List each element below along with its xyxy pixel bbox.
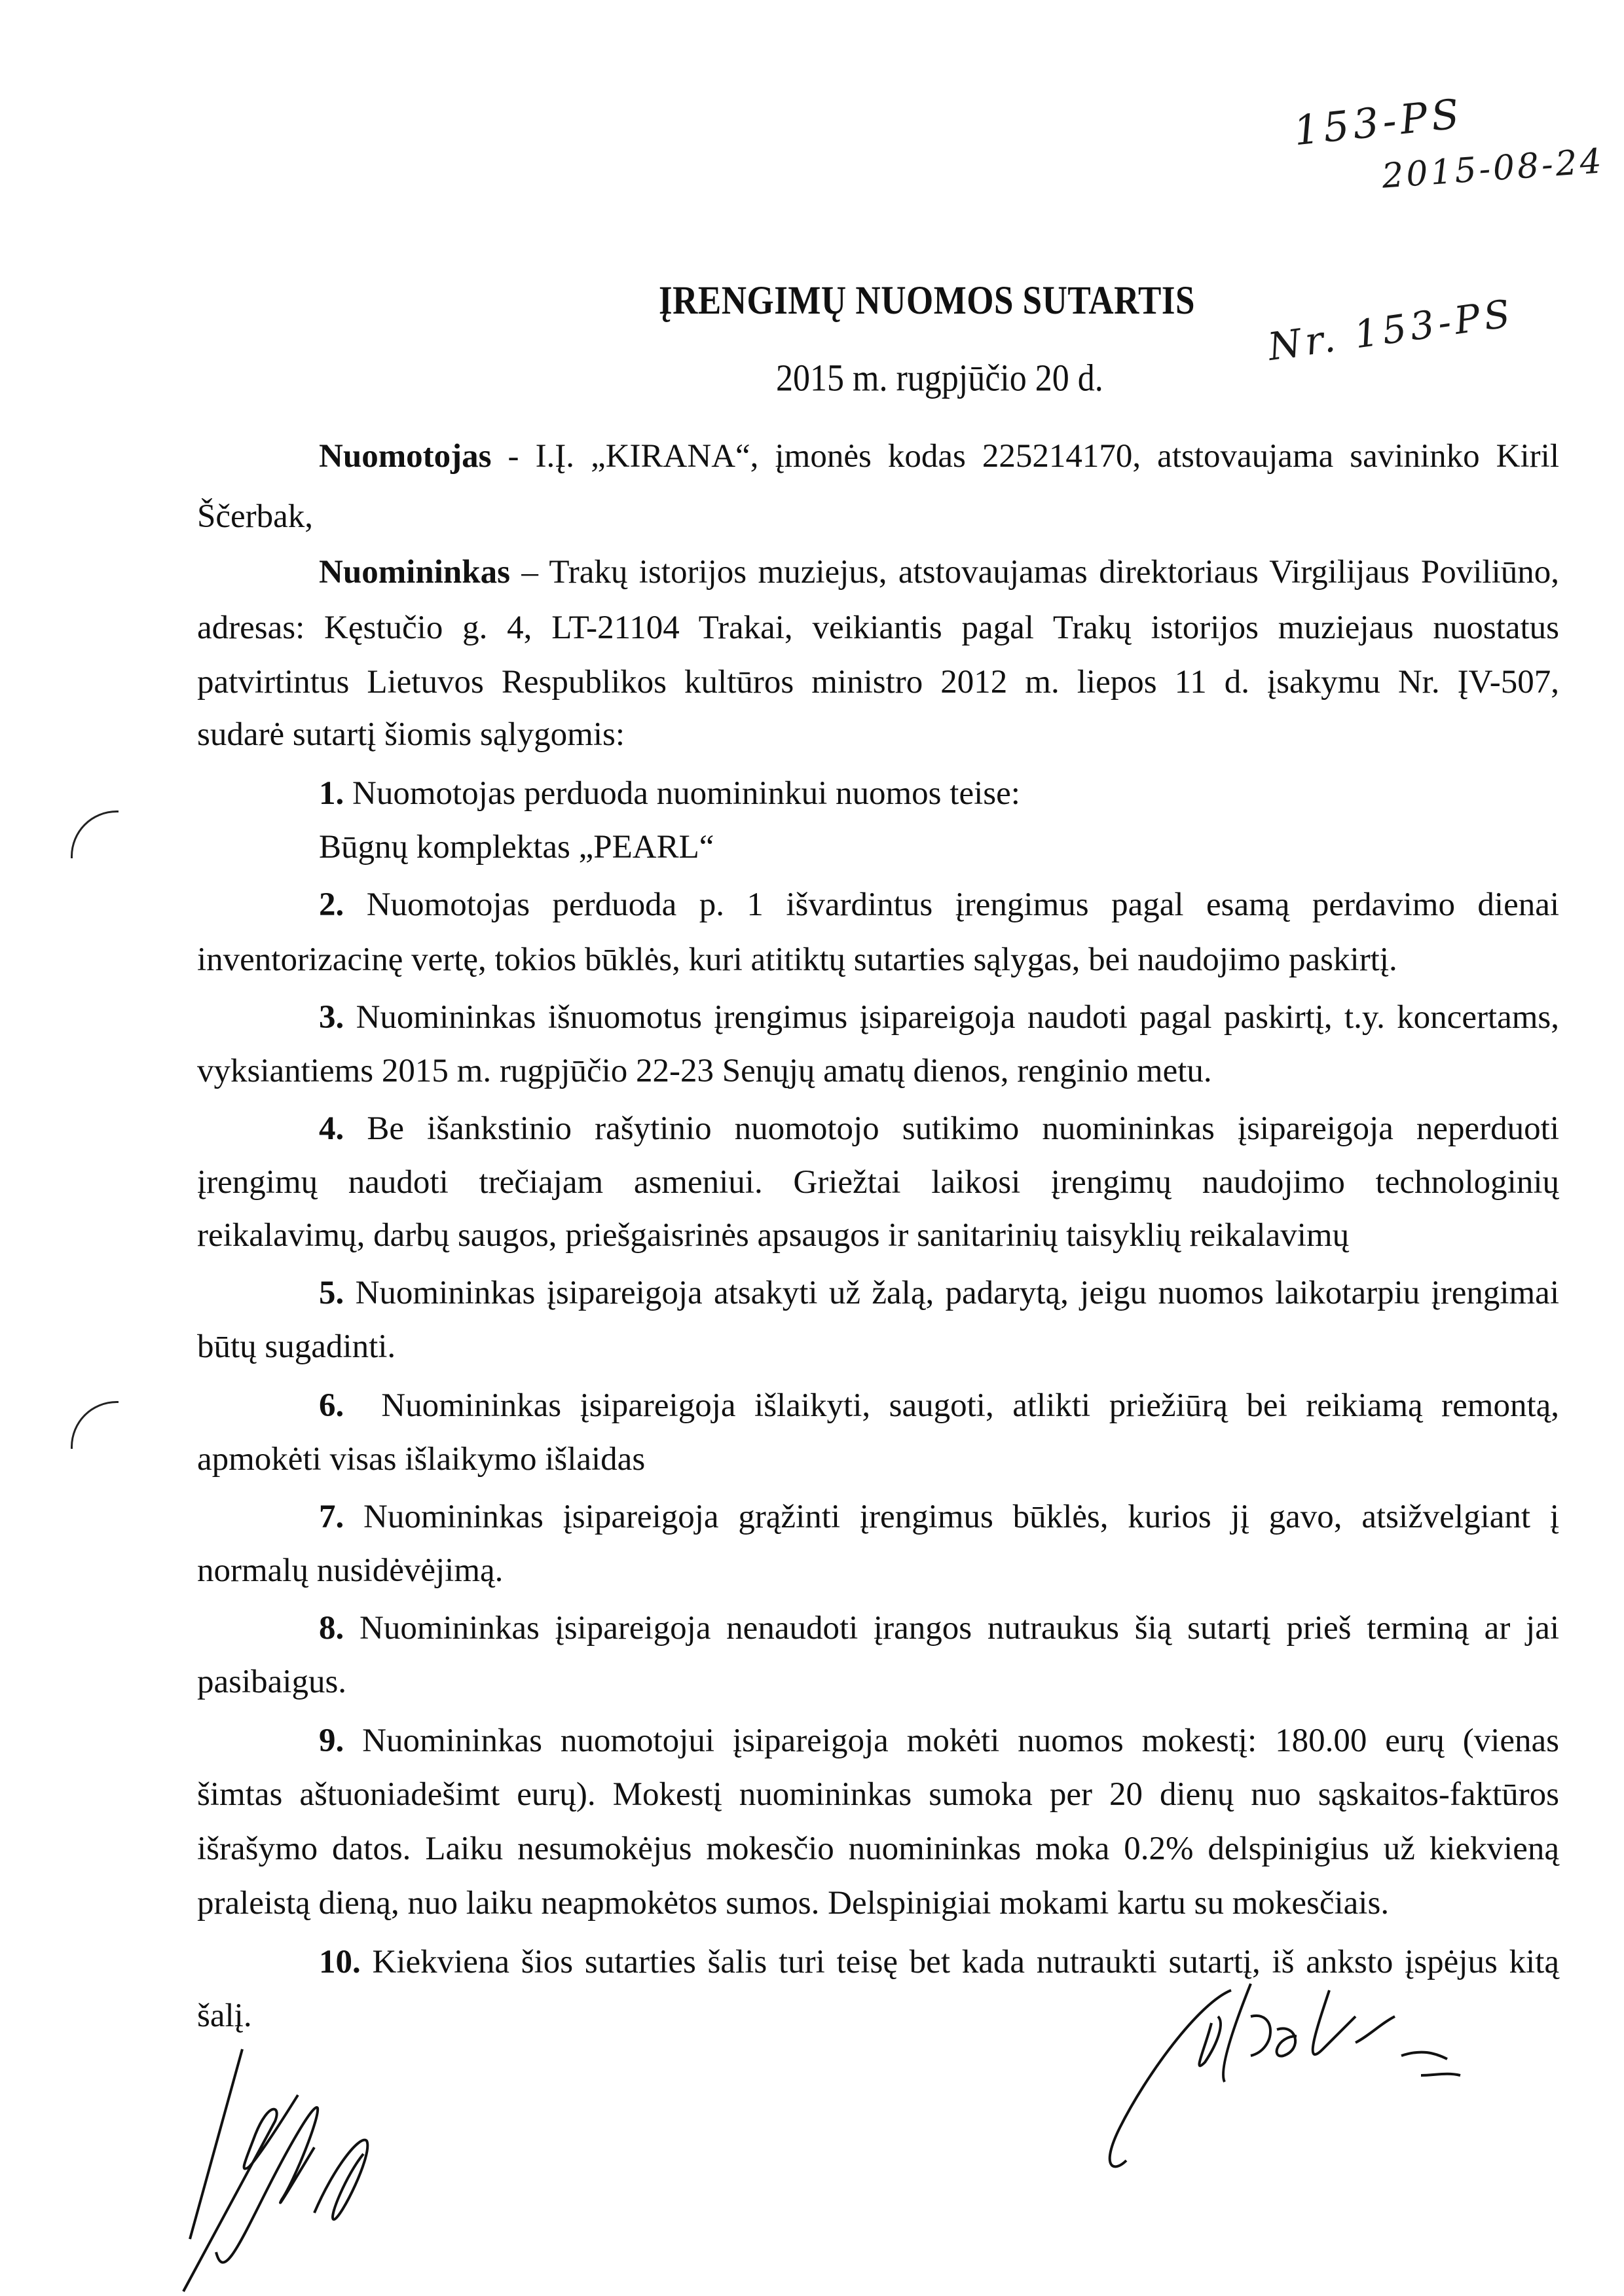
clause-4-line-3: reikalavimų, darbų saugos, priešgaisrinės apsaugos ir sanitarinių taisyklių reikalavimų [197, 1217, 1350, 1254]
clause-1: 1. Nuomotojas perduoda nuomininkui nuomos teise: [319, 775, 1020, 812]
lessor-line-1: Nuomotojas - I.Į. „KIRANA“, įmonės kodas 225214170, atstovaujama savininko Kiril [319, 438, 1559, 475]
lessee-label: Nuomininkas [319, 554, 510, 591]
clause-9-line-3: išrašymo datos. Laiku nesumokėjus mokesčio nuomininkas moka 0.2% delspinigius už kiekvieną [197, 1831, 1559, 1867]
clause-10: 10. Kiekviena šios sutarties šalis turi teisę bet kada nutraukti sutartį, iš anksto įspėjus kitą [319, 1944, 1559, 1980]
clause-7-line-2: normalų nusidėvėjimą. [197, 1552, 504, 1589]
lessee-line-4: sudarė sutartį šiomis sąlygomis: [197, 716, 625, 753]
clause-8-line-2: pasibaigus. [197, 1664, 347, 1700]
clause-2: 2. Nuomotojas perduoda p. 1 išvardintus įrengimus pagal esamą perdavimo dienai [319, 886, 1560, 923]
lessee-line-1: Nuomininkas – Trakų istorijos muziejus, atstovaujamas direktoriaus Virgilijaus Poviliūno, [319, 554, 1559, 591]
clause-4: 4. Be išankstinio rašytinio nuomotojo sutikimo nuomininkas įsipareigoja neperduoti [319, 1110, 1559, 1147]
clause-7: 7. Nuomininkas įsipareigoja grąžinti įrengimus būklės, kurios jį gavo, atsižvelgiant į [319, 1499, 1560, 1535]
document-date: 2015 m. rugpjūčio 20 d. [776, 357, 1103, 399]
clause-6: 6. Nuomininkas įsipareigoja išlaikyti, saugoti, atlikti priežiūrą bei reikiamą remontą, [319, 1387, 1560, 1424]
clause-4-line-2: įrengimų naudoti trečiajam asmeniui. Griežtai laikosi įrengimų naudojimo technologinių [197, 1164, 1559, 1201]
clause-10-line-2: šalį. [197, 1997, 252, 2034]
clause-3: 3. Nuomininkas išnuomotus įrengimus įsipareigoja naudoti pagal paskirtį, t.y. koncertams, [319, 999, 1560, 1036]
clause-3-line-2: vyksiantiems 2015 m. rugpjūčio 22-23 Senųjų amatų dienos, renginio metu. [197, 1053, 1212, 1089]
lessee-signature [183, 2043, 432, 2278]
registration-date: 2015-08-24 [1380, 141, 1606, 196]
clause-9-line-4: praleistą dieną, nuo laiku neapmokėtos sumos. Delspinigiai mokami kartu su mokesčiais. [197, 1885, 1390, 1922]
document-title: ĮRENGIMŲ NUOMOS SUTARTIS [659, 279, 1195, 323]
registration-number: 153-PS [1291, 89, 1466, 155]
lessor-line-2: Ščerbak, [197, 498, 314, 535]
lessee-line-2: adresas: Kęstučio g. 4, LT-21104 Trakai, veikiantis pagal Trakų istorijos muziejaus nuostatus [197, 610, 1559, 646]
clause-5-line-2: būtų sugadinti. [197, 1328, 396, 1365]
clause-2-line-2: inventorizacinę vertę, tokios būklės, kuri atitiktų sutarties sąlygas, bei naudojimo paskirtį. [197, 941, 1397, 978]
clause-9-line-2: šimtas aštuoniadešimt eurų). Mokestį nuomininkas sumoka per 20 dienų nuo sąskaitos-faktūros [197, 1776, 1559, 1813]
punch-mark-top [71, 811, 119, 858]
clause-6-line-2: apmokėti visas išlaikymo išlaidas [197, 1441, 646, 1478]
handwritten-contract-number: Nr. 153-PS [1265, 291, 1517, 369]
clause-5: 5. Nuomininkas įsipareigoja atsakyti už žalą, padarytą, jeigu nuomos laikotarpiu įrengimai [319, 1275, 1559, 1311]
punch-mark-bottom [71, 1401, 119, 1449]
clause-8: 8. Nuomininkas įsipareigoja nenaudoti įrangos nutraukus šią sutartį prieš terminą ar jai [319, 1610, 1560, 1647]
lessee-line-3: patvirtintus Lietuvos Respublikos kultūros ministro 2012 m. liepos 11 d. įsakymu Nr. ĮV-507, [197, 664, 1559, 701]
lessor-label: Nuomotojas [319, 438, 492, 475]
lessor-signature [1080, 1977, 1539, 2174]
clause-9: 9. Nuomininkas nuomotojui įsipareigoja mokėti nuomos mokestį: 180.00 eurų (vienas [319, 1722, 1559, 1759]
clause-1-item: Būgnų komplektas „PEARL“ [319, 829, 714, 866]
